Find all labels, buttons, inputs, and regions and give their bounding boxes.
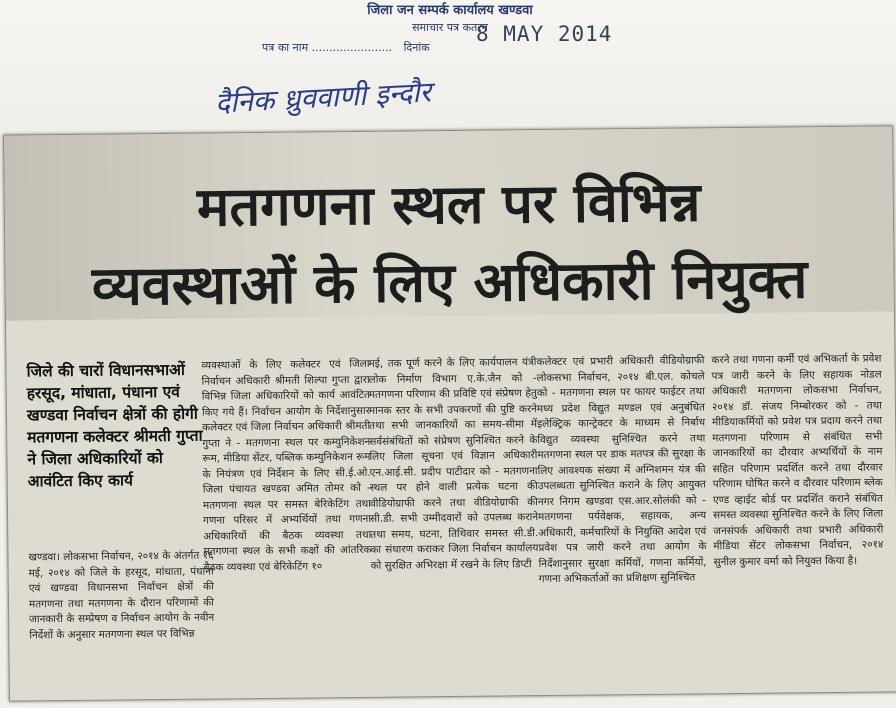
stamp-paper-label: पत्र का नाम .......................: [262, 41, 393, 54]
article-column-5: [711, 351, 883, 570]
stamp-date-label: दिनांक: [403, 41, 430, 54]
stamp-section: समाचार पत्र कतरन: [412, 21, 488, 34]
stamp-office: जिला जन सम्पर्क कार्यालय खण्डवा: [367, 3, 533, 18]
column-text: खण्डवा। लोकसभा निर्वाचन, २०१४ के अंतर्गत १६ मई, २०१४ को जिले के हरसूद, मांधाता, पंधाना एवं खण्डवा विधानसभा निर्वाचन क्षेत्रों की मतगणना तथा मतगणना के दौरान परिणामों की जानकारी के सम्प्रेषण व निर्वाचन आयोग के नवीन निर्देशों के अनुसार मतगणना स्थल पर विभिन्न: [28, 549, 215, 641]
column-text: कलेक्टर एवं प्रभारी अधिकारी वीडियोग्राफी लोकसभा निर्वाचन, २०१४ बी.एल. कोचले को - मतगणना स्थल पर फायर फाईटर तथा मध्य प्रदेश विद्युत मण्डल एवं अनुबंधित इलेक्ट्रिक कान्ट्रेक्टर के माध्यम से निर्बाध विद्युत व्यवस्था सुनिश्चित करने तथा मतगणना स्थल पर डाक मतपत्र की सुरक्षा के लिए आवश्यक संख्या में अग्निशमन यंत्र की उपलब्धता सुनिश्चित कराने के लिए आयुक्त नगर निगम खण्डवा एस.आर.सोलंकी को - मतगणना पर्यवेक्षक, सहायक, अन्य अधिकारी, कर्मचारियों के नियुक्ति आदेश एवं प्रवेश पत्र जारी करने तथा आयोग के निर्देशानुसार सुरक्षा कर्मियों, गणना कर्मियों, गणना अभिकर्ताओं का प्रशिक्षण सुनिश्चित: [536, 354, 707, 586]
article-column-1: [28, 548, 214, 643]
stamp-fields: [262, 40, 430, 55]
handwritten-paper-name: दैनिक ध्रुववाणी इन्दौर: [214, 75, 432, 120]
article-column-4: [536, 353, 706, 587]
column-text: मई, तक पूर्ण करने के लिए कार्यपालन यंत्री लोक निर्माण विभाग ए.के.जैन को - मतगणना परिणाम की प्रविष्टि एवं संप्रेषण हेतु मानक स्तर के सभी उपकरणों की पुष्टि करने तथा सभी जानकारियों का समय-सीमा में सर्वसंबंधितों को संप्रेषण सुनिश्चित करने के लिए जिला सूचना एवं विज्ञान अधिकारी एन.आई.सी. प्रदीप पाटीदार को - मतगणना स्थल पर होने वाली प्रत्येक घटना की वीडियोग्राफी करने तथा वीडियोग्राफी की सी.डी. सभी उम्मीदवारों को उपलब्ध कराने तथा समय, घटना, तिथिवार समस्त सी.डी. का संधारण कराकर जिला निर्वाचन कार्यालय को सुरक्षित अभिरक्षा में रखने के लिए डिप्टी: [368, 356, 539, 572]
headline-line-1: मतगणना स्थल पर विभिन्न: [196, 170, 701, 239]
article-lead: जिले की चारों विधानसभाओं हरसूद, मांधाता, पंधाना एवं खण्डवा निर्वाचन क्षेत्रों की होगी मतगणना कलेक्टर श्रीमती गुप्ता ने जिला अधिकारियों को आवंटित किए कार्य: [26, 360, 203, 491]
headline-line-2: व्यवस्थाओं के लिए अधिकारी नियुक्त: [91, 247, 808, 318]
article-headline: [4, 161, 894, 326]
column-text: करने तथा गणना कर्मी एवं अभिकर्ता के प्रवेश पत्र जारी करने के लिए सहायक नोडल अधिकारी मतगणना लोकसभा निर्वाचन, २०१४ डॉ. संजय निम्बोरकर को - तथा मीडियाकर्मियों को प्रवेश पत्र प्रदाय करने तथा मतगणना परिणाम से संबंधित सभी जानकारियों का दौरवार अभ्यर्थियों के नाम सहित परिणाम प्रदर्शित करने तथा दौरवार परिणाम घोषित करने व दौरवार परिणाम ब्लेक एण्ड व्हाईट बोर्ड पर प्रदर्शित कराने संबंधित समस्त व्यवस्था सुनिश्चित करने के लिए जिला जनसंपर्क अधिकारी तथा प्रभारी अधिकारी मीडिया सेंटर लोकसभा निर्वाचन, २०१४ सुनील कुमार वर्मा को नियुक्त किया है।: [711, 352, 884, 568]
date-stamp: 8 MAY 2014: [476, 22, 613, 46]
article-column-3: [368, 355, 538, 574]
newspaper-clipping: [3, 125, 896, 701]
article-column-2: [201, 357, 371, 576]
column-text: व्यवस्थाओं के लिए कलेक्टर एवं जिला निर्वाचन अधिकारी श्रीमती शिल्पा गुप्ता द्वारा विभिन्न जिला अधिकारियों को कार्य आवंटित किए गये हैं। निर्वाचन आयोग के निर्देशानुसार कलेक्टर एवं जिला निर्वाचन अधिकारी श्रीमती गुप्ता ने - मतगणना स्थल पर कम्युनिकेशन रूम, मीडिया सेंटर, पब्लिक कम्युनिकेशन रूम के नियंत्रण एवं निर्देशन के लिए सी.ई.ओ. जिला पंचायत खण्डवा अमित तोमर को - मतगणना स्थल पर समस्त बेरिकेटिंग तथा गणना परिसर में अभ्यर्थियों तथा गणना अधिकारियों की बैठक व्यवस्था तथा मतगणना स्थल के सभी कक्षों की आंतरिक बैठक व्यवस्था एवं बेरिकेटिंग १०: [201, 357, 372, 574]
